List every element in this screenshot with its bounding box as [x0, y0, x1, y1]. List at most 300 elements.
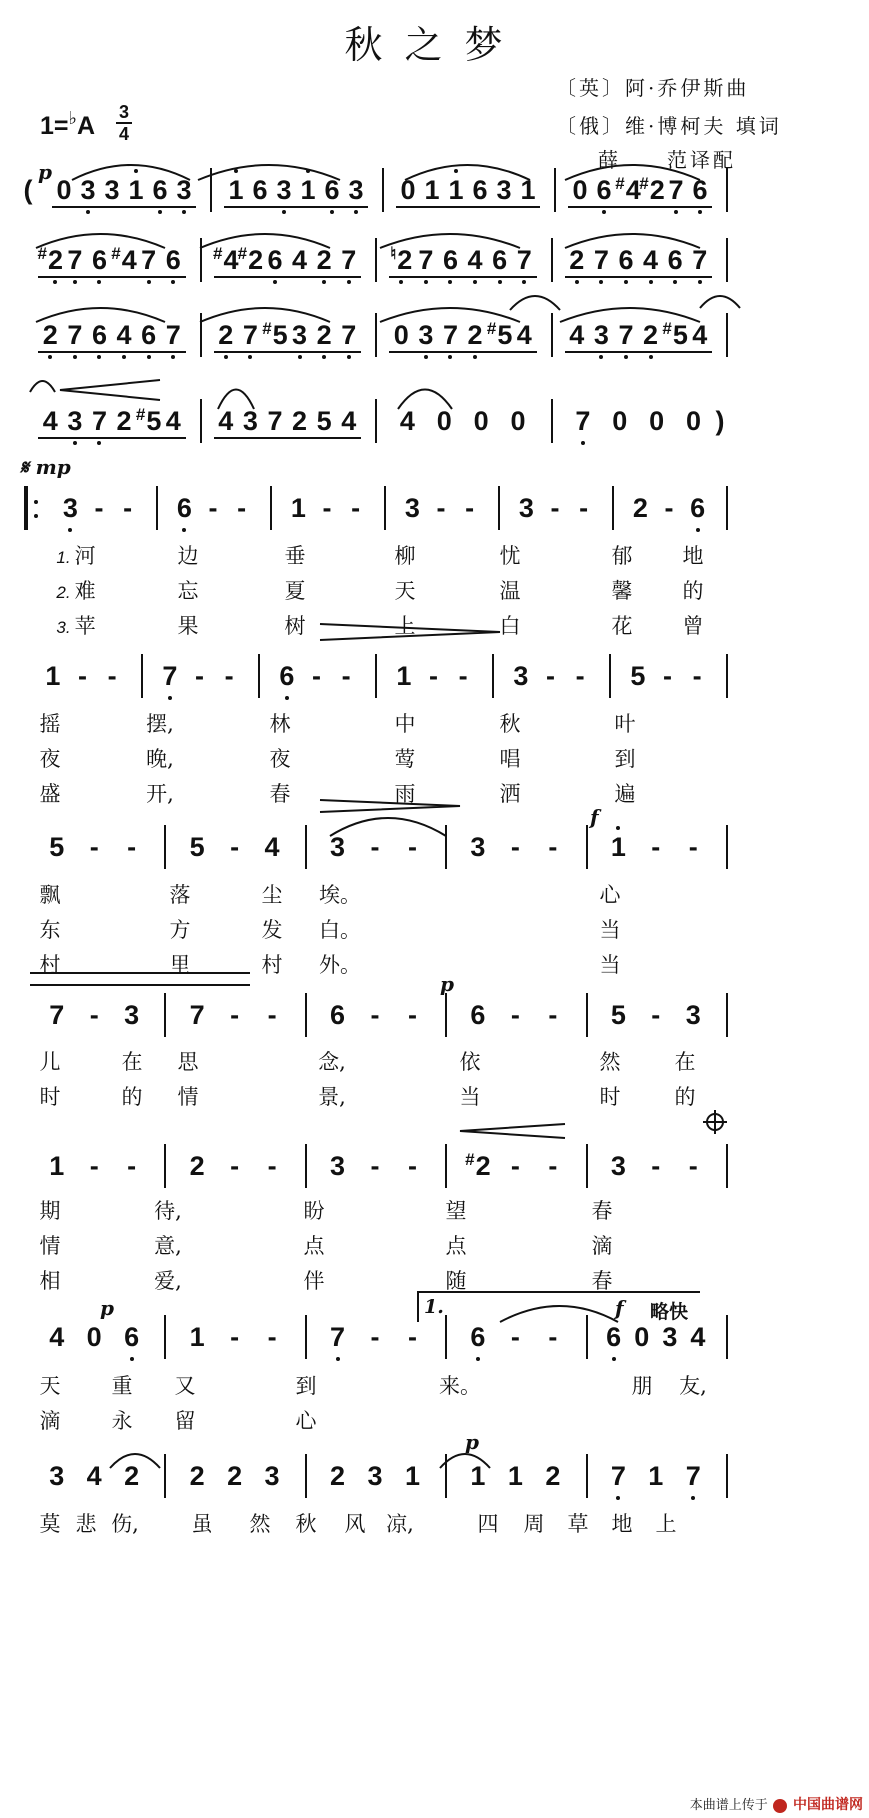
note: -: [89, 1151, 99, 1181]
time-bottom: 4: [118, 124, 129, 144]
lyric-syllable: 的: [682, 579, 704, 603]
low-octave-dot: [68, 528, 72, 532]
barline: [445, 1144, 447, 1188]
low-octave-dot: [182, 528, 186, 532]
dynamic-f-ending: f: [615, 1296, 624, 1320]
low-octave-dot: [581, 441, 585, 445]
lyric-syllable: 悲: [75, 1512, 97, 1536]
low-octave-dot: [182, 210, 186, 214]
barline: [586, 1315, 588, 1359]
note: 2: [292, 406, 308, 436]
note: -: [575, 661, 585, 691]
lyric-syllable: 望: [445, 1199, 467, 1223]
note: 6: [252, 175, 268, 205]
lyric-syllable: 在: [674, 1050, 696, 1074]
note: -: [107, 661, 117, 691]
note: -: [94, 493, 104, 523]
note: 0: [634, 1322, 650, 1352]
lyric-syllable: 当: [599, 953, 621, 977]
diminuendo-hairpin: [320, 800, 460, 812]
lyric-syllable: 尘: [261, 883, 283, 907]
note: 6: [442, 245, 458, 275]
note: 3: [513, 661, 529, 691]
note: 4: [643, 245, 659, 275]
lyric-syllable: 心: [599, 883, 621, 907]
note: 0: [400, 175, 416, 205]
note: 7: [575, 406, 591, 436]
note: 3: [67, 406, 83, 436]
note: 3: [348, 175, 364, 205]
lyric-syllable: 待,: [154, 1199, 182, 1223]
note: 2: [330, 1461, 346, 1491]
note: 3: [593, 320, 609, 350]
high-octave-dot: [306, 169, 310, 173]
barline: [375, 238, 377, 282]
time-top: 3: [118, 102, 129, 122]
note: 0: [510, 406, 526, 436]
lyric-syllable: 林: [269, 712, 291, 736]
low-octave-dot: [53, 280, 57, 284]
lyric-syllable: 情: [177, 1085, 199, 1109]
lyric-syllable: 伴: [303, 1269, 325, 1293]
crescendo-hairpin: [460, 1124, 565, 1138]
low-octave-dot: [691, 1496, 695, 1500]
note: -: [651, 1000, 661, 1030]
low-octave-dot: [122, 355, 126, 359]
note: 6: [141, 320, 157, 350]
barline: [492, 654, 494, 698]
note: 5: [189, 832, 205, 862]
lyric-syllable: 天: [394, 579, 416, 603]
lyric-syllable: 发: [261, 918, 283, 942]
note: -: [548, 1000, 558, 1030]
note: 6: [692, 175, 708, 205]
tempo-marking: 略快: [650, 1301, 689, 1323]
note: -: [429, 661, 438, 691]
note: 1: [610, 832, 626, 862]
lyric-syllable: 儿: [39, 1050, 61, 1074]
barline: [726, 486, 728, 530]
note: 6: [492, 245, 508, 275]
lyric-syllable: 上: [394, 614, 416, 638]
lyric-syllable: 风: [344, 1512, 366, 1536]
barline: [445, 1315, 447, 1359]
note: 0: [649, 406, 665, 436]
barline: [445, 993, 447, 1037]
note: 1: [189, 1322, 205, 1352]
note: -: [267, 1151, 277, 1181]
lyric-syllable: 馨: [611, 579, 633, 603]
barline: [258, 654, 260, 698]
footer-brand: 中国曲谱网: [793, 1796, 863, 1812]
note: 2: [467, 320, 483, 350]
lyric-syllable: 在: [121, 1050, 143, 1074]
note: 0: [572, 175, 588, 205]
note: 3: [685, 1000, 701, 1030]
note: 1: [520, 175, 536, 205]
note: 3: [124, 1000, 140, 1030]
note: 4: [49, 1322, 65, 1352]
note: 3: [176, 175, 192, 205]
lyric-syllable: 晚,: [146, 747, 174, 771]
note: 2: [569, 245, 585, 275]
note: 0: [393, 320, 409, 350]
barline: [305, 1315, 307, 1359]
note: 1: [648, 1461, 664, 1491]
barline: [498, 486, 500, 530]
close-paren: ): [715, 406, 725, 436]
segno-sign: [20, 455, 71, 479]
lyric-syllable: 来。: [439, 1374, 481, 1398]
note: -: [230, 1000, 240, 1030]
lyric-syllable: 里: [169, 953, 191, 977]
barline: [210, 168, 212, 212]
barline: [726, 654, 728, 698]
barline: [586, 1144, 588, 1188]
volta-number: 1.: [424, 1296, 444, 1318]
barline: [305, 825, 307, 869]
lyric-syllable: 忘: [177, 579, 199, 603]
note: 1: [45, 661, 61, 691]
note: 2: [124, 1461, 140, 1491]
note: 3: [276, 175, 292, 205]
note: 2: [545, 1461, 561, 1491]
barline: [726, 1144, 728, 1188]
lyricist-credit: 〔俄〕维·博柯夫 填词: [556, 114, 782, 138]
note: #4: [111, 244, 137, 275]
low-octave-dot: [130, 1357, 134, 1361]
lyric-syllable: 永: [111, 1409, 133, 1433]
note: 3: [330, 1151, 346, 1181]
note: #5: [262, 319, 288, 350]
lyric-syllable: 1. 河: [56, 544, 96, 568]
note: #4: [615, 174, 641, 205]
note: -: [224, 661, 234, 691]
song-title: 秋之梦: [344, 23, 525, 67]
lyric-syllable: 意,: [154, 1234, 182, 1258]
low-octave-dot: [399, 280, 403, 284]
lyric-syllable: 春: [591, 1269, 613, 1293]
note: 6: [470, 1000, 486, 1030]
note: 3: [62, 493, 78, 523]
dynamic-f-verse: f: [590, 805, 599, 829]
barline: [551, 399, 553, 443]
note: 7: [341, 320, 357, 350]
lyric-syllable: 天: [39, 1374, 61, 1398]
time-signature: [116, 102, 132, 144]
note: 5: [610, 1000, 626, 1030]
repeat-dot: [34, 514, 38, 518]
barline: [270, 486, 272, 530]
segno-icon: 𝄋: [20, 455, 29, 479]
lyric-syllable: 洒: [499, 782, 521, 806]
high-octave-dot: [454, 169, 458, 173]
low-octave-dot: [347, 280, 351, 284]
lyric-syllable: 柳: [394, 544, 416, 568]
note: 7: [668, 175, 684, 205]
lyric-syllable: 秋: [499, 712, 521, 736]
lyric-syllable: 东: [39, 918, 61, 942]
low-octave-dot: [336, 1357, 340, 1361]
note: 7: [67, 245, 83, 275]
barline: [586, 993, 588, 1037]
low-octave-dot: [147, 355, 151, 359]
low-octave-dot: [171, 355, 175, 359]
barline: [375, 399, 377, 443]
note: 7: [330, 1322, 346, 1352]
low-octave-dot: [575, 280, 579, 284]
note: 6: [91, 245, 107, 275]
low-octave-dot: [330, 210, 334, 214]
lyric-syllable: 外。: [319, 953, 361, 977]
slur: [500, 1306, 618, 1322]
note: 1: [290, 493, 306, 523]
note: 1: [424, 175, 440, 205]
lyric-syllable: 爱,: [154, 1269, 182, 1293]
note: 6: [690, 493, 706, 523]
flat-sign: ♭: [68, 108, 78, 128]
lyric-syllable: 随: [445, 1269, 467, 1293]
note: 7: [618, 320, 634, 350]
barline: [164, 1144, 166, 1188]
dynamic-p-intro: p: [38, 160, 52, 184]
lyric-syllable: 村: [39, 953, 61, 977]
low-octave-dot: [97, 441, 101, 445]
note: 2: [42, 320, 58, 350]
lyric-syllable: 垂: [284, 544, 306, 568]
note: 3: [662, 1322, 678, 1352]
note: -: [407, 832, 417, 862]
note: -: [89, 1000, 99, 1030]
note: 7: [242, 320, 258, 350]
note: 7: [267, 406, 283, 436]
slur: [330, 818, 446, 836]
low-octave-dot: [616, 1496, 620, 1500]
lyric-syllable: 春: [269, 782, 291, 806]
note: 7: [67, 320, 83, 350]
barline: [305, 1144, 307, 1188]
note: -: [230, 832, 240, 862]
barline: [200, 399, 202, 443]
lyric-syllable: 相: [39, 1269, 61, 1293]
slur: [30, 381, 55, 392]
note: 2: [316, 320, 332, 350]
note: 4: [86, 1461, 102, 1491]
low-octave-dot: [285, 696, 289, 700]
lyric-syllable: 凉,: [386, 1512, 414, 1536]
note: 6: [606, 1322, 622, 1352]
low-octave-dot: [224, 355, 228, 359]
note: 4: [467, 245, 483, 275]
note: 3: [330, 832, 346, 862]
lyric-syllable: 花: [611, 614, 633, 638]
lyric-syllable: 重: [111, 1374, 133, 1398]
low-octave-dot: [698, 210, 702, 214]
lyric-syllable: 树: [284, 614, 306, 638]
lyric-syllable: 上: [655, 1512, 677, 1536]
lyric-syllable: 遍: [614, 782, 636, 806]
barline: [305, 993, 307, 1037]
note: 6: [279, 661, 295, 691]
note: -: [267, 1000, 277, 1030]
lyric-syllable: 念,: [318, 1050, 346, 1074]
note: 7: [610, 1461, 626, 1491]
low-octave-dot: [73, 280, 77, 284]
note: 1: [396, 661, 412, 691]
note: -: [407, 1000, 417, 1030]
note: 1: [128, 175, 144, 205]
note: 7: [49, 1000, 65, 1030]
lyric-syllable: 点: [303, 1234, 325, 1258]
note: 7: [685, 1461, 701, 1491]
low-octave-dot: [673, 280, 677, 284]
low-octave-dot: [354, 210, 358, 214]
lyric-syllable: 夜: [39, 747, 61, 771]
note: 0: [86, 1322, 102, 1352]
barline: [609, 654, 611, 698]
slur: [510, 296, 560, 310]
low-octave-dot: [698, 280, 702, 284]
open-paren: (: [23, 175, 33, 205]
note: 5: [630, 661, 646, 691]
lyric-syllable: 滴: [39, 1409, 61, 1433]
lyric-syllable: 温: [499, 579, 521, 603]
note: 6: [267, 245, 283, 275]
note: 4: [516, 320, 532, 350]
low-octave-dot: [649, 280, 653, 284]
low-octave-dot: [522, 280, 526, 284]
note: 3: [292, 320, 308, 350]
note: -: [510, 832, 520, 862]
note: 7: [141, 245, 157, 275]
note: -: [688, 832, 698, 862]
note: 3: [264, 1461, 280, 1491]
note: 1: [49, 1151, 65, 1181]
note: -: [465, 493, 475, 523]
note: -: [123, 493, 133, 523]
note: 6: [667, 245, 683, 275]
note: -: [89, 832, 99, 862]
note: 2: [227, 1461, 243, 1491]
dynamic-p-ending: p: [100, 1296, 114, 1320]
note: 3: [470, 832, 486, 862]
note: -: [663, 661, 672, 691]
note: -: [651, 832, 661, 862]
note: 1: [507, 1461, 523, 1491]
note: 4: [399, 406, 415, 436]
note: -: [341, 661, 351, 691]
lyric-syllable: 秋: [295, 1512, 317, 1536]
lyric-syllable: 3. 苹: [56, 614, 96, 638]
low-octave-dot: [73, 441, 77, 445]
note: -: [548, 832, 558, 862]
lyric-syllable: 村: [261, 953, 283, 977]
note: -: [510, 1151, 520, 1181]
lyric-syllable: 虽: [191, 1512, 213, 1536]
note: 7: [341, 245, 357, 275]
note: 4: [692, 320, 708, 350]
low-octave-dot: [424, 280, 428, 284]
lyric-syllable: 忧: [499, 544, 521, 568]
lyric-syllable: 然: [249, 1512, 271, 1536]
low-octave-dot: [448, 280, 452, 284]
footer-watermark: [690, 1794, 863, 1814]
note: 3: [496, 175, 512, 205]
barline: [164, 1454, 166, 1498]
high-octave-dot: [234, 169, 238, 173]
barline: [375, 313, 377, 357]
note: 2: [189, 1151, 205, 1181]
dynamic-p-last: p: [465, 1430, 479, 1454]
lyric-syllable: 依: [459, 1050, 481, 1074]
low-octave-dot: [322, 280, 326, 284]
barline: [551, 238, 553, 282]
lyric-syllable: 滴: [591, 1234, 613, 1258]
note: 5: [49, 832, 65, 862]
note: 3: [518, 493, 534, 523]
eighth-beam: [389, 276, 537, 278]
note: 4: [569, 320, 585, 350]
note: -: [312, 661, 321, 691]
note: #5: [486, 319, 513, 350]
barline: [445, 825, 447, 869]
lyric-syllable: 边: [177, 544, 199, 568]
dynamic-mp: mp: [35, 455, 71, 479]
low-octave-dot: [168, 696, 172, 700]
site-logo-icon: [773, 1799, 787, 1813]
lyric-syllable: 盼: [303, 1199, 325, 1223]
note: 3: [49, 1461, 65, 1491]
note: 3: [418, 320, 434, 350]
note: 2: [316, 245, 332, 275]
barline: [726, 238, 728, 282]
note: 4: [264, 832, 280, 862]
lyric-syllable: 景,: [318, 1085, 346, 1109]
low-octave-dot: [86, 210, 90, 214]
note: 4: [292, 245, 308, 275]
barline: [164, 825, 166, 869]
note: 2: [643, 320, 659, 350]
key-signature: [40, 108, 96, 141]
eighth-beam: [389, 351, 537, 353]
high-octave-dot: [616, 826, 620, 830]
lyric-syllable: 当: [599, 918, 621, 942]
note: #2: [465, 1150, 491, 1181]
low-octave-dot: [147, 280, 151, 284]
lyric-syllable: 2. 难: [56, 579, 96, 603]
note: -: [579, 493, 589, 523]
note: -: [127, 1151, 137, 1181]
note: 6: [470, 1322, 486, 1352]
lyric-syllable: 思: [177, 1050, 199, 1074]
note: 4: [165, 406, 181, 436]
note: 3: [404, 493, 420, 523]
low-octave-dot: [97, 355, 101, 359]
lyric-syllable: 白: [499, 614, 521, 638]
lyric-syllable: 期: [39, 1199, 61, 1223]
eighth-beam: [38, 276, 186, 278]
low-octave-dot: [624, 355, 628, 359]
note: 0: [436, 406, 452, 436]
eighth-beam: [214, 276, 362, 278]
note: 3: [104, 175, 120, 205]
lyric-syllable: 摇: [39, 712, 61, 736]
note: 7: [162, 661, 178, 691]
note: 3: [80, 175, 96, 205]
note: -: [436, 493, 446, 523]
low-octave-dot: [298, 355, 302, 359]
note: #5: [662, 319, 688, 350]
